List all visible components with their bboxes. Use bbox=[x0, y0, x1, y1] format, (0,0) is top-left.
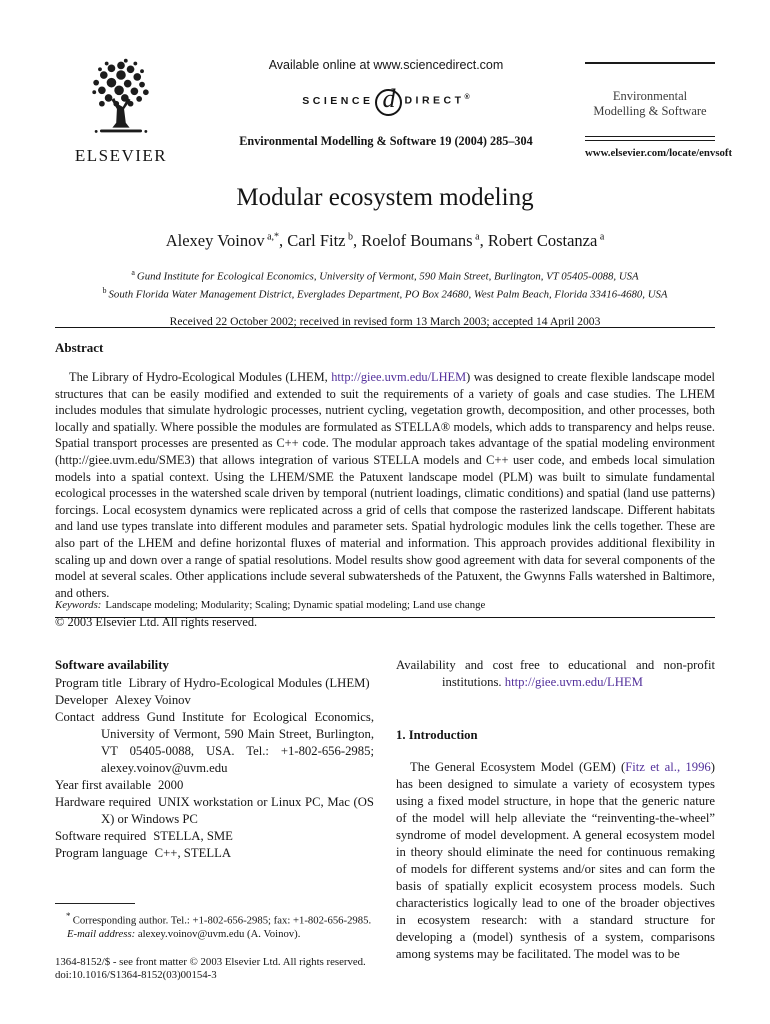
software-entry: Program language C++, STELLA bbox=[55, 846, 232, 860]
page-header bbox=[55, 54, 733, 166]
doi-line: doi:10.1016/S1364-8152(03)00154-3 bbox=[55, 969, 217, 982]
abstract-text: The Library of Hydro-Ecological Modules (LHEM, http://giee.uvm.edu/LHEM) was designed to create flexible landscape model structures that can be easily modified and extended to suit the requirements of a variety of goals and case studies. The LHEM includes modules that simulate hydrologic processes, nutrient cycling, vegetation growth, decomposition, and other processes, both locally and spatially. Where possible the modules are formulated as STELLA® models, which adds to transparency and helps reuse. Spatial transport processes are presented as C++ code. The modular approach takes advantage of the spatial modeling environment (http://giee.uvm.edu/SME3) that allows integration of various STELLA models and C++ user code, and embeds local simulation models into a spatial context. Using the LHEM/SME the Patuxent landscape model (PLM) was built to simulate fundamental ecological processes in the watershed scale driven by temporal (nutrient loadings, climatic conditions) and spatial (land use patterns) forcings. Local ecosystem dynamics were replicated across a grid of cells that compose the rasterized landscape. Different habitats and land use types translate into different modules and parameter sets. Spatial hydrologic modules link the cells together. These are also part of the LHEM and define horizontal fluxes of material and information. This approach provides additional flexibility in scaling up and down over a range of spatial resolutions. Model results show good agreement with data for several components of the model at several scales. Other applications include several subwatersheds of the Patuxent, the Gwynns Falls watershed in Baltimore, and others. bbox=[55, 370, 715, 600]
software-entry: Year first available 2000 bbox=[55, 778, 184, 792]
keywords-label: Keywords: bbox=[55, 599, 102, 611]
introduction-heading: 1. Introduction bbox=[396, 728, 478, 742]
affiliation-a: $^a$ Gund Institute for Ecological Economics, University of Vermont, 590 Main Street, Burlington, VT 05405-0088, USA bbox=[131, 268, 639, 283]
header-center bbox=[187, 54, 585, 166]
journal-box-top-rule bbox=[585, 62, 715, 64]
keywords-text: Landscape modeling; Modularity; Scaling; Dynamic spatial modeling; Land use change bbox=[105, 599, 486, 611]
available-online-text: Available online at www.sciencedirect.com bbox=[268, 58, 504, 72]
author: Roelof Boumans $^a$ bbox=[361, 231, 480, 250]
journal-homepage-link[interactable]: www.elsevier.com/locate/envsoft bbox=[585, 147, 733, 159]
registered-mark-icon: ® bbox=[464, 94, 470, 102]
software-entry: Program title Library of Hydro-Ecological Modules (LHEM) bbox=[55, 676, 370, 690]
authors-line: Alexey Voinov $^{a,*}$, Carl Fitz $^b$, Roelof Boumans $^a$, Robert Costanza $^a$ bbox=[165, 231, 605, 250]
author: Alexey Voinov $^{a,*}$ bbox=[165, 231, 280, 250]
introduction-paragraph: The General Ecosystem Model (GEM) (Fitz et al., 1996) has been designed to simulate a variety of ecosystem types using a fixed model structure, in hope that the generic nature of the model will help alleviate the “reinventing-the-wheel” syndrome of model development. A general ecosystem model in theory should eliminate the need for continuous remaking of models for different systems and/or sites and can form the basis of spatially explicit ecosystem process models. Such characteristics logically lead to one of the broader objectives in ecosystem research: with a standard structure for developing a (model) synthesis of a system, comparisons among systems may be facilitated. The model was to be bbox=[396, 760, 715, 961]
issn-copyright-line: 1364-8152/$ - see front matter © 2003 Elsevier Ltd. All rights reserved. bbox=[55, 955, 366, 968]
sciencedirect-logo bbox=[187, 84, 585, 114]
software-entry: Software required STELLA, SME bbox=[55, 829, 233, 843]
imprint-block bbox=[55, 956, 397, 983]
fitz-citation-link[interactable]: Fitz et al., 1996 bbox=[625, 760, 711, 774]
email-address[interactable]: alexey.voinov@uvm.edu (A. Voinov). bbox=[135, 928, 301, 941]
software-entry: Hardware required UNIX workstation or Linux PC, Mac (OS X) or Windows PC bbox=[55, 795, 374, 826]
footnote-rule bbox=[55, 903, 135, 904]
sciencedirect-d-icon: d bbox=[375, 89, 402, 116]
divider bbox=[55, 327, 715, 328]
journal-box-double-rule bbox=[585, 136, 715, 141]
journal-box bbox=[585, 54, 733, 166]
sciencedirect-science-text: SCIENCE bbox=[302, 94, 374, 107]
sciencedirect-direct-text: DIRECT® bbox=[404, 94, 470, 107]
paper-title: Modular ecosystem modeling bbox=[236, 184, 534, 211]
author: Carl Fitz $^b$ bbox=[287, 231, 353, 250]
software-entry: Developer Alexey Voinov bbox=[55, 693, 191, 707]
journal-name bbox=[585, 89, 715, 119]
affiliations bbox=[0, 266, 770, 302]
lhem-url-link[interactable]: http://giee.uvm.edu/LHEM bbox=[331, 370, 467, 384]
journal-name-line2: Modelling & Software bbox=[593, 104, 707, 118]
right-column bbox=[396, 657, 715, 976]
software-entry: Contact address Gund Institute for Ecological Economics, University of Vermont, 590 Main Street, Burlington, VT 05405-0088, USA. Tel.: +1-802-656-2985; alexey.voinov@uvm.edu bbox=[55, 710, 375, 775]
asterisk-marker: * bbox=[66, 911, 73, 921]
software-availability-heading: Software availability bbox=[55, 658, 169, 672]
elsevier-tree-icon bbox=[81, 54, 161, 140]
abstract-section bbox=[55, 340, 715, 630]
corresponding-author-note: * Corresponding author. Tel.: +1-802-656-2985; fax: +1-802-656-2985. bbox=[66, 911, 372, 927]
received-dates: Received 22 October 2002; received in revised form 13 March 2003; accepted 14 April 2003 bbox=[169, 315, 601, 329]
elsevier-wordmark: ELSEVIER bbox=[74, 146, 168, 165]
keywords-line bbox=[55, 599, 715, 611]
affiliation-b: $^b$ South Florida Water Management District, Everglades Department, PO Box 24680, West Palm Beach, Florida 33416-4680, USA bbox=[102, 286, 668, 301]
availability-entry: Availability and cost free to educational and non-profit institutions. http://giee.uvm.edu/LHEM bbox=[396, 658, 716, 689]
elsevier-logo-block bbox=[55, 54, 187, 166]
journal-citation: Environmental Modelling & Software 19 (2004) 285–304 bbox=[239, 134, 533, 148]
title-block bbox=[0, 184, 770, 328]
journal-name-line1: Environmental bbox=[612, 89, 688, 103]
divider bbox=[55, 617, 715, 618]
page-footer bbox=[55, 903, 397, 983]
email-line: E-mail address: alexey.voinov@uvm.edu (A. Voinov). bbox=[67, 928, 301, 941]
lhem-url-link[interactable]: http://giee.uvm.edu/LHEM bbox=[504, 675, 643, 689]
author: Robert Costanza $^a$ bbox=[487, 231, 605, 250]
abstract-copyright: © 2003 Elsevier Ltd. All rights reserved. bbox=[55, 614, 258, 629]
abstract-heading: Abstract bbox=[55, 340, 104, 355]
